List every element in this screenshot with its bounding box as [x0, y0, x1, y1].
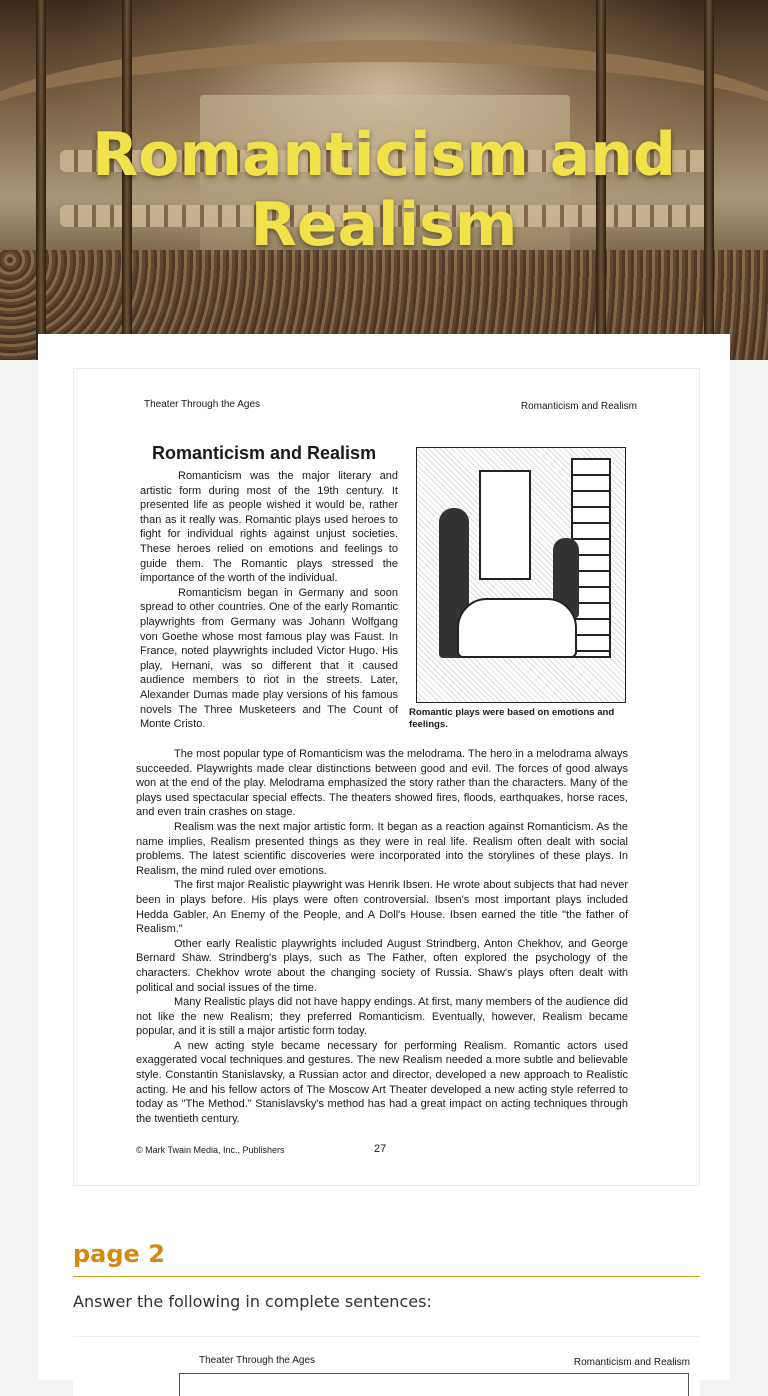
document-paragraph: A new acting style became necessary for performing Realism. Romantic actors used exaggerated vocal techniques and gestures. The new Realism needed a more subtle and believable style. Constantin Stanislavsky, a Russian actor and director, developed a new approach to Realistic acting. He and his fellow actors of The Moscow Art Theater developed a new acting style referred to today as "The Method." Stanislavsky's method has had a great impact on acting techniques through the twentieth century. — [136, 1039, 628, 1125]
document2-header-right: Romanticism and Realism — [573, 1357, 690, 1368]
illustration-caption: Romantic plays were based on emotions and feelings. — [409, 707, 615, 730]
document2-answer-box — [179, 1373, 689, 1396]
document-page-number: 27 — [374, 1143, 387, 1155]
document-paragraph: Romanticism was the major literary and artistic form during most of the 19th century. It presented life as people wished it would be, rather than as it really was. Romantic plays used heroes to fight for individual rights against unjust societies. These heroes relied on emotions and feelings to guide them. The Romantic plays stressed the importance of the worth of the individual. — [140, 470, 398, 585]
document-page-2 — [73, 1336, 700, 1396]
section-heading: page 2 — [73, 1240, 700, 1277]
document-header-left: Theater Through the Ages — [144, 399, 261, 410]
document2-header-left: Theater Through the Ages — [199, 1355, 316, 1366]
document-paragraph: Realism was the next major artistic form. It began as a reaction against Romanticism. As the name implies, Realism presented things as they were in real life. Realism often dealt with social problems. The latest scientific discoveries were incorporated into the storylines of these plays. In Realism, the mind ruled over emotions. — [136, 820, 628, 877]
document-title: Romanticism and Realism — [152, 443, 377, 463]
worksheet-card — [38, 334, 730, 1380]
document-body-text — [136, 747, 628, 1126]
document-paragraph: The most popular type of Romanticism was the melodrama. The hero in a melodrama always succeeded. Playwrights made clear distinctions between good and evil. The forces of good always won at the end of the play. Melodrama emphasized the story rather than the characters. Many of the plays used spectacular special effects. The theaters showed fires, floods, earthquakes, horse races, and even train crashes on stage. — [136, 748, 628, 819]
hero-banner — [0, 0, 768, 360]
section-instruction: Answer the following in complete sentences: — [73, 1292, 432, 1311]
page-title: Romanticism and Realism — [92, 120, 676, 260]
document-paragraph: Other early Realistic playwrights included August Strindberg, Anton Chekhov, and George Bernard Shaw. Strindberg's plays, such as The Father, often explored the psychology of the characters. Chekhov wrote about the changing society of Russia. Shaw's plays often dealt with political and social issues of the time. — [136, 937, 628, 994]
document-footer-publisher: © Mark Twain Media, Inc., Publishers — [136, 1145, 285, 1155]
document-paragraph: The first major Realistic playwright was Henrik Ibsen. He wrote about subjects that had never been in plays before. His plays were often controversial. Ibsen's most important plays included Hedda Gabler, An Enemy of the People, and A Doll's House. Ibsen earned the title "the father of Realism." — [136, 879, 628, 936]
illustration-sofa — [457, 598, 577, 658]
document-page-1 — [73, 368, 700, 1186]
document-paragraph: Many Realistic plays did not have happy endings. At first, many members of the audience did not like the new Realism; they preferred Romanticism. Eventually, however, Realism became popular, and it is still a major artistic form today. — [136, 996, 628, 1038]
document-paragraph: Romanticism began in Germany and soon spread to other countries. One of the early Romantic playwrights from Germany was Johann Wolfgang von Goethe whose most famous play was Faust. In France, noted playwrights included Victor Hugo. His play, Hernani, was so different that it caused audience members to riot in the streets. Later, Alexander Dumas made play versions of his famous novels The Three Musketeers and The Count of Monte Cristo. — [140, 586, 398, 731]
illustration-door — [479, 470, 531, 580]
melodrama-illustration — [416, 447, 626, 703]
document-header-right: Romanticism and Realism — [520, 401, 637, 412]
document-column-text — [140, 469, 398, 732]
